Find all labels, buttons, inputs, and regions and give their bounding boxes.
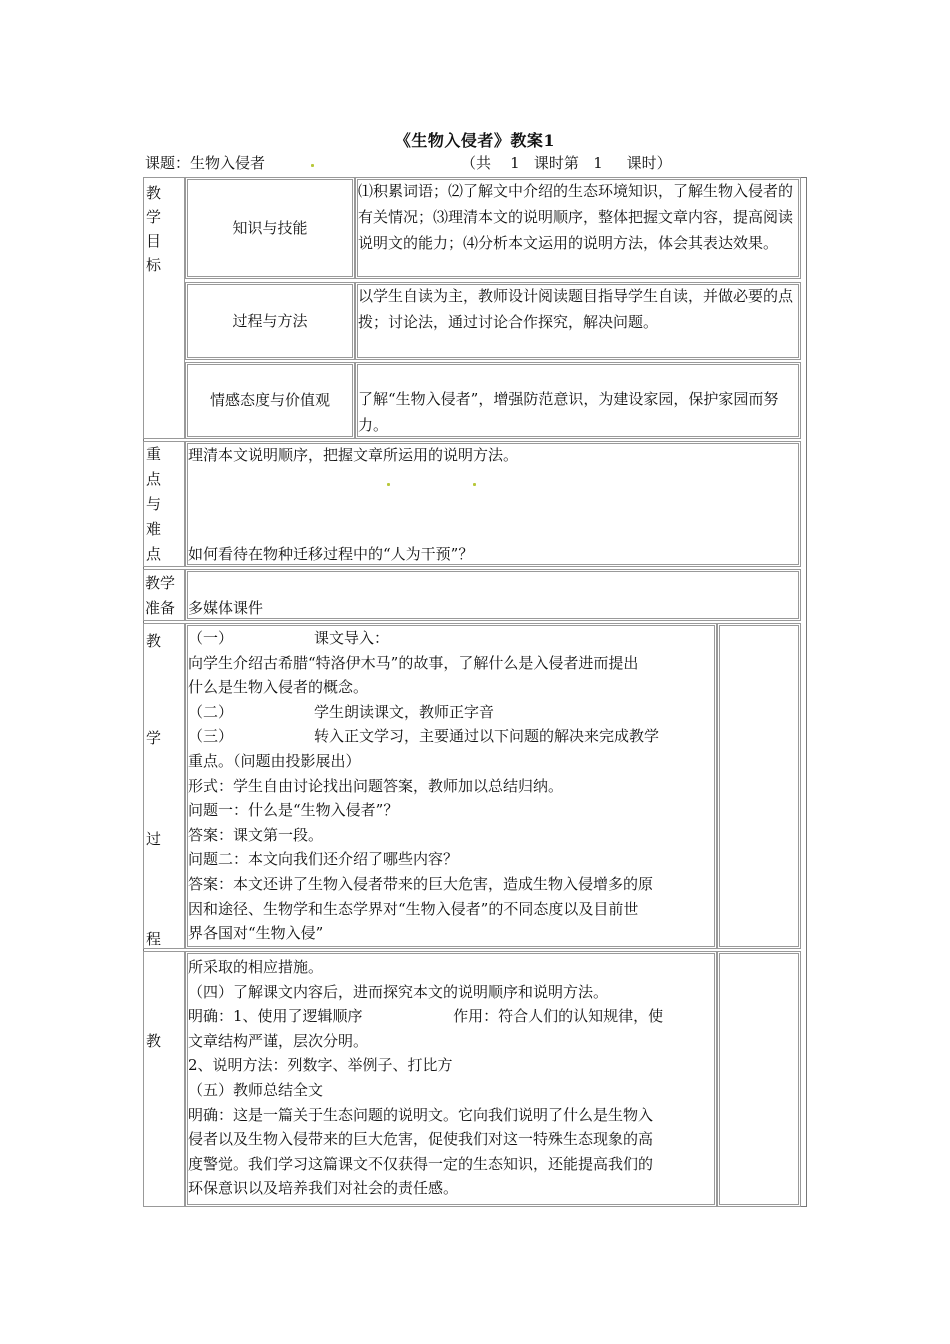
- objective-text-3: 了解“生物入侵者”，增强防范意识，为建设家园，保护家园而努力。: [358, 390, 779, 434]
- process-side-label-2: 学: [146, 729, 162, 747]
- scan-speck: [473, 483, 476, 486]
- process-line: 文章结构严谨，层次分明。: [188, 1031, 369, 1050]
- process-line: 向学生介绍古希腊“特洛伊木马”的故事，了解什么是入侵者进而提出: [188, 653, 639, 672]
- keypoints-side-label: [146, 442, 174, 567]
- process-line: 侵者以及生物入侵带来的巨大危害，促使我们对这一特殊生态现象的高: [188, 1130, 654, 1149]
- process-line: 问题一：什么是“生物入侵者”？: [188, 801, 399, 820]
- process-line: 明确：1、使用了逻辑顺序 作用：符合人们的认知规律，使: [188, 1007, 664, 1026]
- prep-side-label-2: 准备: [145, 599, 176, 617]
- process-line: （二） 学生朗读课文，教师正字音: [188, 702, 495, 721]
- subject-label: 课题：生物入侵者: [145, 154, 266, 172]
- process-line: 环保意识以及培养我们对社会的责任感。: [188, 1179, 459, 1198]
- process-line: 度警觉。我们学习这篇课文不仅获得一定的生态知识，还能提高我们的: [188, 1154, 654, 1173]
- process-side-cell-2: [143, 951, 185, 1207]
- process-side-cell-1: [143, 623, 185, 949]
- scan-speck: [387, 483, 390, 486]
- process-line: 明确：这是一篇关于生态问题的说明文。它向我们说明了什么是生物入: [188, 1105, 654, 1124]
- process-side-label-5: 教: [146, 1032, 162, 1050]
- prep-text: 多媒体课件: [188, 599, 264, 617]
- process-line: 所采取的相应措施。: [188, 958, 324, 976]
- process-notes-cell-2: [717, 951, 801, 1207]
- process-line: 重点。（问题由投影展出）: [188, 752, 361, 770]
- process-side-label-3: 过: [146, 830, 162, 848]
- process-line: 答案：本文还讲了生物入侵者带来的巨大危害，造成生物入侵增多的原: [188, 875, 654, 893]
- keypoints-side-label-text: 重点与难点: [146, 445, 162, 563]
- objective-name-2: 过程与方法: [232, 312, 308, 330]
- difficulty-text: 如何看待在物种迁移过程中的“人为干预”？: [188, 545, 474, 563]
- process-line: 什么是生物入侵者的概念。: [188, 678, 369, 697]
- objective-name-3: 情感态度与价值观: [209, 391, 330, 409]
- process-line: （四）了解课文内容后，进而探究本文的说明顺序和说明方法。: [188, 982, 609, 1001]
- process-line: （一） 课文导入：: [188, 629, 390, 647]
- process-line: 问题二：本文向我们还介绍了哪些内容？: [188, 850, 459, 869]
- document-title: 《生物入侵者》教案1: [394, 131, 556, 150]
- prep-side-label-1: 教学: [145, 574, 176, 592]
- process-line: 答案：课文第一段。: [188, 825, 324, 844]
- process-line: 界各国对“生物入侵”: [188, 924, 324, 943]
- process-line: （五）教师总结全文: [188, 1081, 324, 1099]
- process-line: 形式：学生自由讨论找出问题答案，教师加以总结归纳。: [188, 776, 564, 795]
- objectives-side-label-text: 教学目标: [146, 184, 162, 274]
- process-line: 2、说明方法：列数字、举例子、打比方: [188, 1056, 453, 1075]
- subject-line: [143, 152, 807, 172]
- process-line: 因和途径、生物学和生态学界对“生物入侵者”的不同态度以及目前世: [188, 899, 639, 918]
- objective-name-1: 知识与技能: [232, 219, 308, 237]
- key-point-text: 理清本文说明顺序，把握文章所运用的说明方法。: [188, 446, 519, 464]
- process-notes-cell-1: [717, 623, 801, 949]
- process-line: （三） 转入正文学习，主要通过以下问题的解决来完成教学: [188, 727, 660, 746]
- objective-text-2: 以学生自读为主，教师设计阅读题目指导学生自读，并做必要的点拨；讨论法，通过讨论合作探究，解决问题。: [358, 287, 794, 331]
- period-info: （共 1 课时第 1 课时）: [461, 154, 672, 172]
- objectives-side-label: [146, 181, 160, 277]
- process-side-label-4: 程: [146, 930, 162, 948]
- scan-speck: [311, 164, 314, 167]
- objective-text-1: ⑴积累词语；⑵了解文中介绍的生态环境知识，了解生物入侵者的有关情况；⑶理清本文的说明顺序，整体把握文章内容，提高阅读说明文的能力；⑷分析本文运用的说明方法，体会其表达效果。: [358, 182, 794, 252]
- process-side-label-1: 教: [146, 632, 162, 650]
